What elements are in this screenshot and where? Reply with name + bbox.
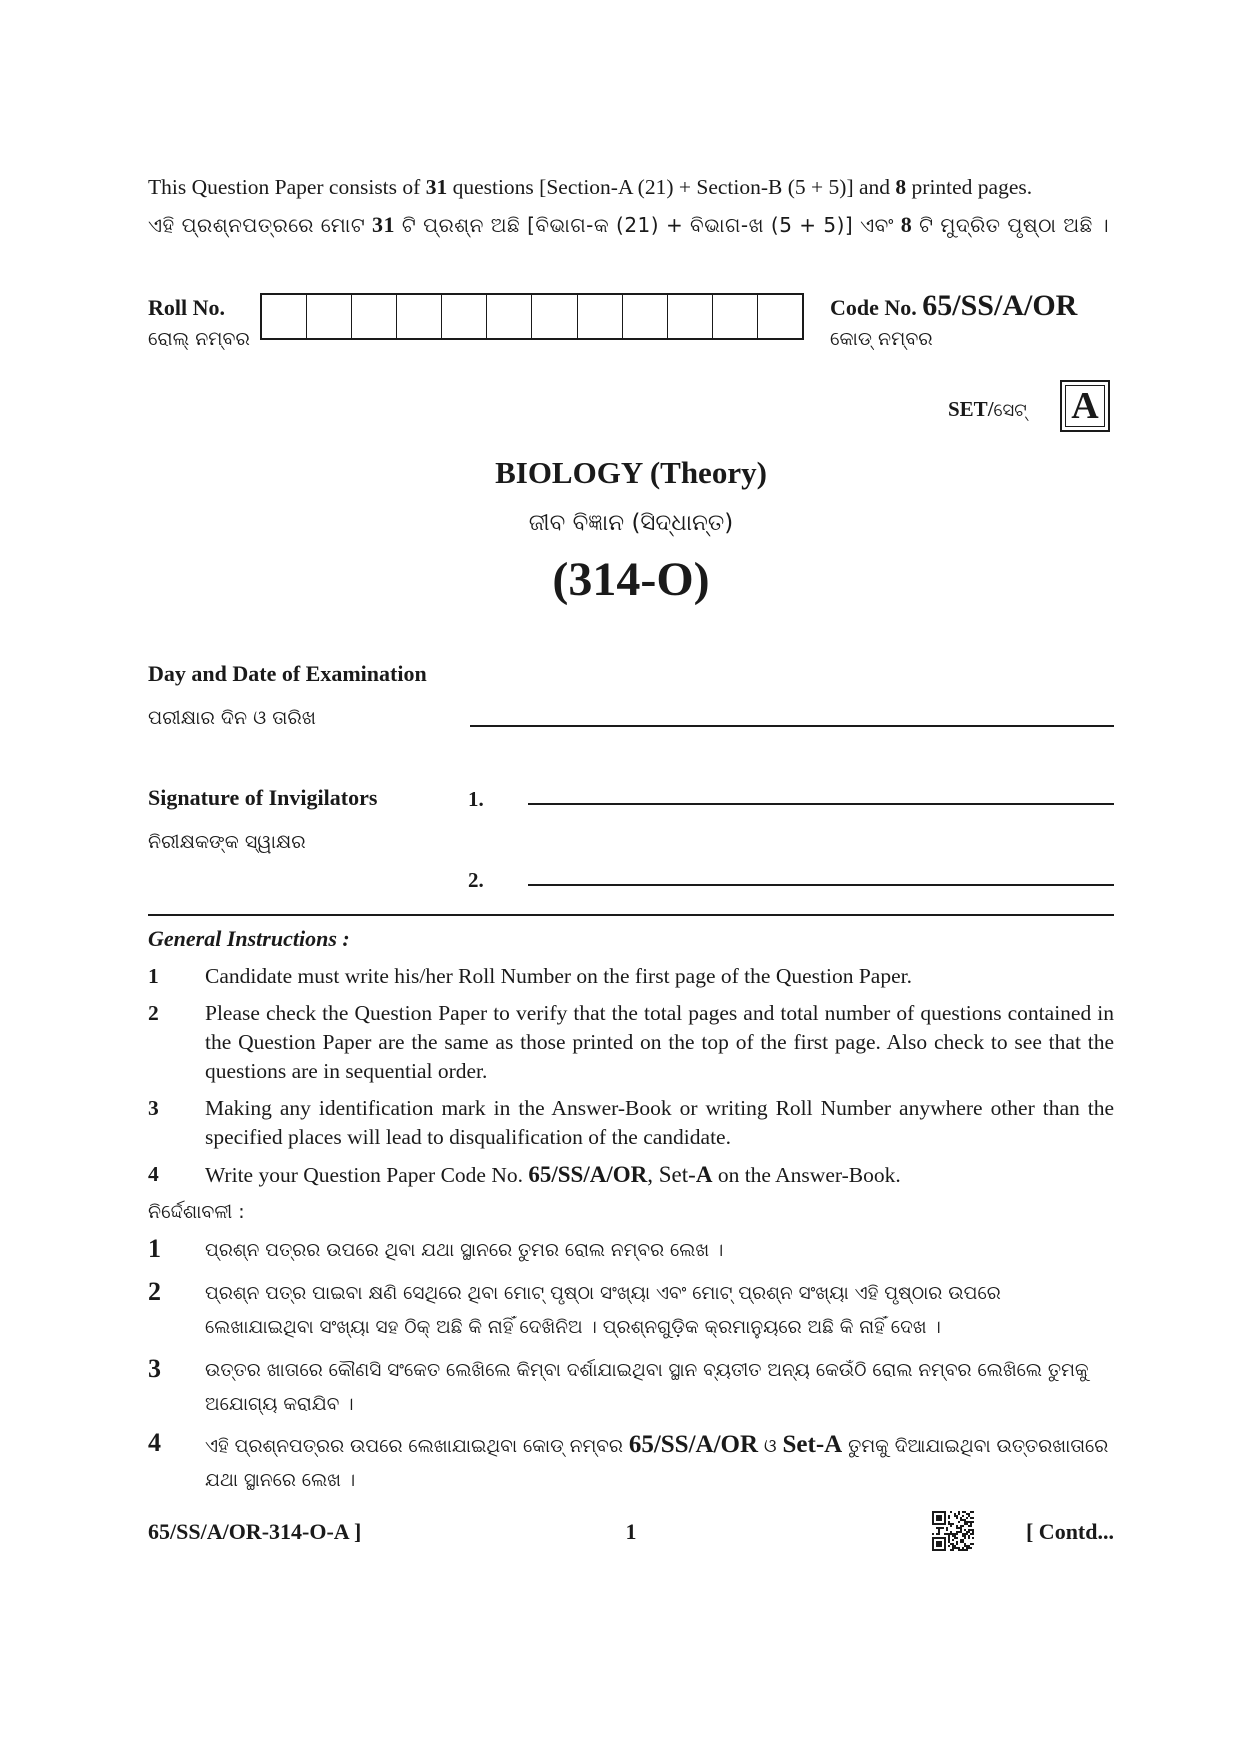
exam-date-line[interactable] [470,725,1114,727]
footer-paper-code: 65/SS/A/OR-314-O-A ] [148,1519,362,1544]
roll-number-box[interactable] [532,295,577,338]
paper-consists-en: This Question Paper consists of 31 questions [Section-A (21) + Section-B (5 + 5)] and 8 printed pages. [148,175,1033,199]
roll-no-label: Roll No. [148,295,225,320]
instruction-or-1: 1 ପ୍ରଶ୍ନ ପତ୍ରର ଉପରେ ଥିବା ଯଥା ସ୍ଥାନରେ ତୁମର ରୋଲ ନମ୍ବର ଲେଖ । [148,1234,724,1263]
instruction-en-3: 3 Making any identification mark in the Answer-Book or writing Roll Number anywhere other than the specified places will lead to disqualification of the candidate. [148,1096,1114,1149]
footer-contd: [ Contd... [1025,1519,1114,1544]
roll-number-box[interactable] [442,295,487,338]
instruction-en-4: 4 Write your Question Paper Code No. 65/SS/A/OR, Set-A on the Answer-Book. [148,1162,901,1187]
instruction-en-1: 1 Candidate must write his/her Roll Number on the first page of the Question Paper. [148,964,912,988]
roll-number-box[interactable] [623,295,668,338]
subject-title-or: ଜୀବ ବିଜ୍ଞାନ (ସିଦ୍ଧାନ୍ତ) [528,510,734,536]
section-divider [148,914,1114,916]
roll-number-box[interactable] [668,295,713,338]
invigilator-signature-label-or: ନିରୀକ୍ଷକଙ୍କ ସ୍ୱାକ୍ଷର [148,831,306,853]
page-number: 1 [625,1519,637,1544]
instruction-or-3: 3 ଉତ୍ତର ଖାତାରେ କୌଣସି ସଂକେତ ଲେଖିଲେ କିମ୍ବା ଦର୍ଶାଯାଇଥିବା ସ୍ଥାନ ବ୍ୟତୀତ ଅନ୍ୟ କେଉଁଠି ରୋଲ ନମ୍ବର ଲେଖିଲେ ତୁମକୁ ଅଯୋଗ୍ୟ କରାଯିବ । [148,1354,1089,1415]
set-label: SET/ସେଟ୍ [948,397,1027,421]
qr-code-icon [932,1511,974,1551]
instruction-en-2: 2 Please check the Question Paper to verify that the total pages and total number of questions contained in the Question Paper are the same as those printed on the top of the first page. Also check to see that the questions are in sequential order. [148,1001,1114,1083]
roll-number-box[interactable] [578,295,623,338]
signature-2-line[interactable] [528,884,1114,886]
signature-2-number: 2. [468,868,484,892]
roll-number-box[interactable] [262,295,307,338]
question-paper-page [148,0,1114,1753]
roll-number-box[interactable] [352,295,397,338]
signature-1-number: 1. [468,787,484,811]
roll-number-box[interactable] [307,295,352,338]
roll-number-box[interactable] [397,295,442,338]
instructions-title-or: ନିର୍ଦ୍ଦେଶାବଳୀ : [148,1201,245,1223]
roll-no-label-or: ରୋଲ୍ ନମ୍ବର [148,328,250,350]
instruction-or-4: 4 ଏହି ପ୍ରଶ୍ନପତ୍ରର ଉପରେ ଲେଖାଯାଇଥିବା କୋଡ୍ ନମ୍ବର 65/SS/A/OR ଓ Set-A ତୁମକୁ ଦିଆଯାଇଥିବା ଉତ୍ତରଖାତାରେ ଯଥା ସ୍ଥାନରେ ଲେଖ । [148,1428,1109,1491]
subject-title: BIOLOGY (Theory) [495,455,767,490]
roll-number-boxes[interactable] [260,293,804,340]
exam-date-label: Day and Date of Examination [148,661,427,686]
code-no-label-or: କୋଡ୍ ନମ୍ବର [830,328,933,350]
code-no: Code No. 65/SS/A/OR [830,289,1078,322]
general-instructions-title: General Instructions : [148,926,350,951]
exam-date-label-or: ପରୀକ୍ଷାର ଦିନ ଓ ତାରିଖ [148,707,316,729]
set-value: A [1071,385,1099,427]
instruction-or-2: 2 ପ୍ରଶ୍ନ ପତ୍ର ପାଇବା କ୍ଷଣି ସେଥିରେ ଥିବା ମୋଟ୍ ପୃଷ୍ଠା ସଂଖ୍ୟା ଏବଂ ମୋଟ୍ ପ୍ରଶ୍ନ ସଂଖ୍ୟା ଏହି ପୃଷ୍ଠାର ଉପରେ ଲେଖାଯାଇଥିବା ସଂଖ୍ୟା ସହ ଠିକ୍ ଅଛି କି ନାହିଁ ଦେଖିନିଅ । ପ୍ରଶ୍ନଗୁଡ଼ିକ କ୍ରମାନୁୟରେ ଅଛି କି ନାହିଁ ଦେଖ । [148,1277,1001,1338]
roll-number-box[interactable] [758,295,802,338]
signature-1-line[interactable] [528,803,1114,805]
subject-code: (314-O) [552,553,710,606]
roll-number-box[interactable] [487,295,532,338]
invigilator-signature-label: Signature of Invigilators [148,785,378,810]
code-value: 65/SS/A/OR [922,289,1078,322]
roll-number-box[interactable] [713,295,758,338]
set-box [1060,380,1110,432]
paper-consists-or: ଏହି ପ୍ରଶ୍ନପତ୍ରରେ ମୋଟ 31 ଟି ପ୍ରଶ୍ନ ଅଛି [ବିଭାଗ-କ (21) + ବିଭାଗ-ଖ (5 + 5)] ଏବଂ 8 ଟି ମୁଦ୍ରିତ ପୃଷ୍ଠା ଅଛି । [148,212,1110,237]
